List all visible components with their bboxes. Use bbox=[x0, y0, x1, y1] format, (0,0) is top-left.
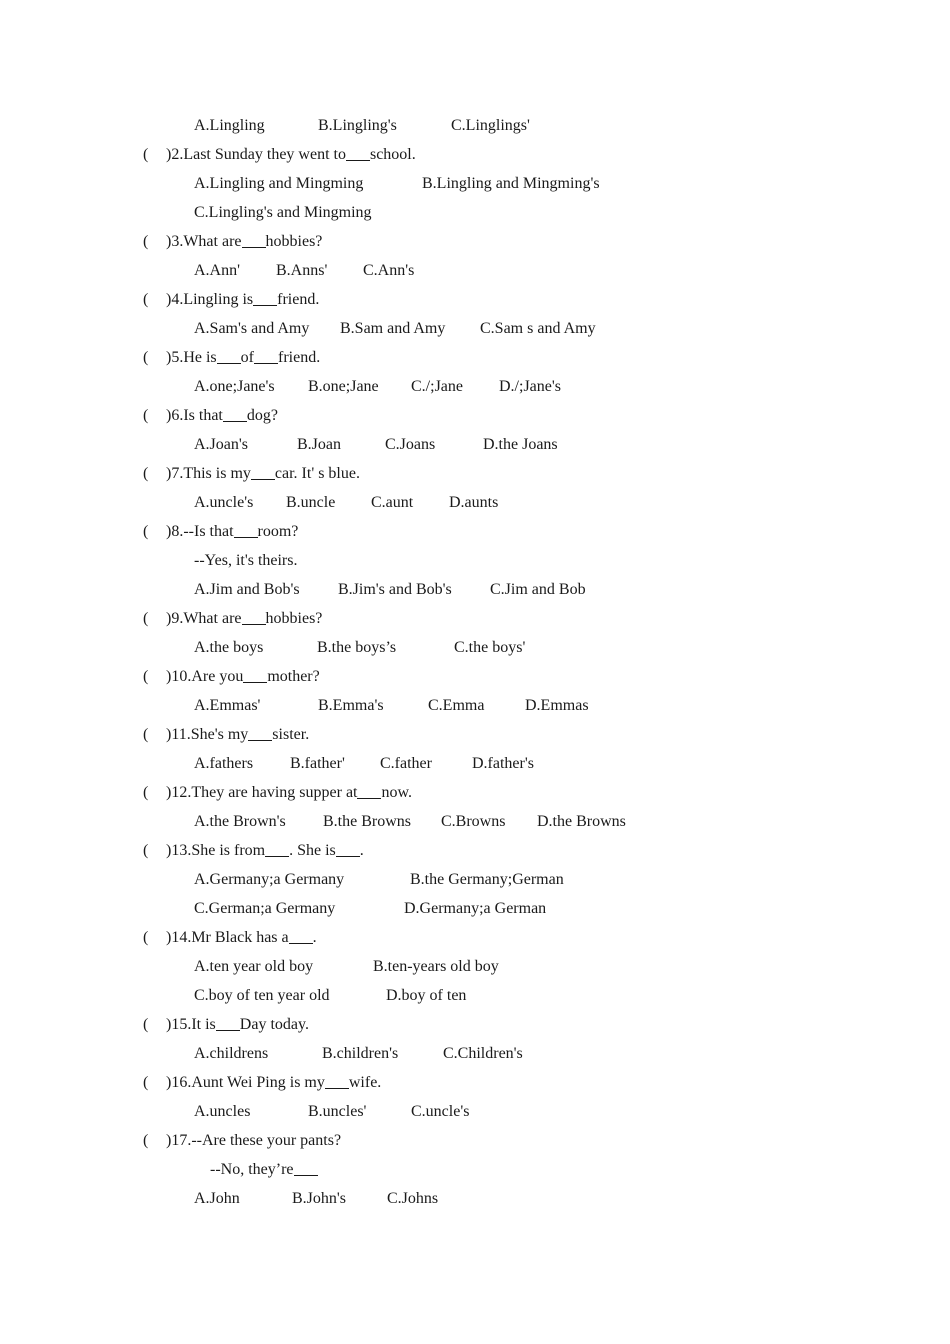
answer-blank[interactable] bbox=[254, 347, 278, 364]
question-segment: She's my bbox=[190, 726, 249, 743]
answer-option[interactable]: A.one;Jane's bbox=[194, 378, 275, 395]
reply-text bbox=[210, 1155, 318, 1184]
question-segment: of bbox=[240, 349, 254, 366]
question-number: 5. bbox=[171, 349, 184, 366]
question-text bbox=[166, 227, 322, 256]
answer-option[interactable]: B.Anns' bbox=[276, 262, 328, 279]
question-segment: hobbies? bbox=[265, 233, 323, 250]
question-text bbox=[166, 778, 412, 807]
question-text bbox=[166, 923, 317, 952]
question-segment: He is bbox=[183, 349, 217, 366]
question-close-paren: ) bbox=[166, 929, 172, 946]
question-segment: Are you bbox=[191, 668, 244, 685]
answer-option[interactable]: B.uncle bbox=[286, 494, 336, 511]
answer-option[interactable]: B.John's bbox=[292, 1190, 347, 1207]
question-segment: room? bbox=[257, 523, 299, 540]
answer-paren[interactable]: ( bbox=[143, 1074, 149, 1091]
question-segment: sister. bbox=[272, 726, 310, 743]
question-segment: now. bbox=[381, 784, 412, 801]
answer-blank[interactable] bbox=[325, 1072, 349, 1089]
answer-option[interactable]: C.the boys' bbox=[454, 639, 526, 656]
answer-paren[interactable]: ( bbox=[143, 668, 149, 685]
answer-blank[interactable] bbox=[242, 608, 266, 625]
answer-option[interactable]: B.one;Jane bbox=[308, 378, 379, 395]
answer-paren[interactable]: ( bbox=[143, 1016, 149, 1033]
question-segment: friend. bbox=[277, 349, 321, 366]
question-segment: . bbox=[312, 929, 317, 946]
answer-option[interactable]: A.John bbox=[194, 1190, 240, 1207]
question-number: 8. bbox=[171, 523, 184, 540]
answer-blank[interactable] bbox=[243, 666, 267, 683]
question-number: 4. bbox=[171, 291, 184, 308]
question-segment: Day today. bbox=[239, 1016, 309, 1033]
question-number: 11. bbox=[171, 726, 191, 743]
question-segment: . She is bbox=[289, 842, 336, 859]
question-segment: . bbox=[359, 842, 364, 859]
answer-option[interactable]: B.Emma's bbox=[318, 697, 384, 714]
answer-blank[interactable] bbox=[242, 231, 266, 248]
answer-option[interactable]: B.father' bbox=[290, 755, 345, 772]
question-close-paren: ) bbox=[166, 407, 172, 424]
question-number: 13. bbox=[171, 842, 192, 859]
answer-blank[interactable] bbox=[346, 144, 370, 161]
answer-option[interactable]: B.ten-years old boy bbox=[373, 958, 499, 975]
answer-option[interactable]: D.father's bbox=[472, 755, 534, 772]
question-text bbox=[166, 517, 298, 546]
answer-paren[interactable]: ( bbox=[143, 291, 149, 308]
question-text bbox=[166, 1068, 381, 1097]
answer-option[interactable]: C.boy of ten year old bbox=[194, 987, 330, 1004]
answer-option[interactable]: A.ten year old boy bbox=[194, 958, 314, 975]
answer-paren[interactable]: ( bbox=[143, 146, 149, 163]
answer-option[interactable]: C.German;a Germany bbox=[194, 900, 336, 917]
answer-option[interactable]: B.Sam and Amy bbox=[340, 320, 446, 337]
question-segment: Mr Black has a bbox=[191, 929, 289, 946]
question-text bbox=[166, 1126, 341, 1155]
question-text bbox=[166, 401, 278, 430]
answer-option[interactable]: C.Joans bbox=[385, 436, 436, 453]
question-close-paren: ) bbox=[166, 726, 172, 743]
question-close-paren: ) bbox=[166, 784, 172, 801]
answer-option[interactable]: A.the boys bbox=[194, 639, 264, 656]
answer-option[interactable]: C.Linglings' bbox=[451, 117, 530, 134]
question-close-paren: ) bbox=[166, 291, 172, 308]
question-close-paren: ) bbox=[166, 146, 172, 163]
answer-option[interactable]: B.Lingling and Mingming's bbox=[422, 175, 600, 192]
question-number: 12. bbox=[171, 784, 192, 801]
question-text bbox=[166, 285, 319, 314]
answer-option[interactable]: C.Emma bbox=[428, 697, 485, 714]
question-text bbox=[166, 604, 322, 633]
answer-option[interactable]: A.Joan's bbox=[194, 436, 248, 453]
question-close-paren: ) bbox=[166, 1132, 172, 1149]
answer-option[interactable]: D.Emmas bbox=[525, 697, 589, 714]
question-number: 6. bbox=[171, 407, 184, 424]
question-number: 10. bbox=[171, 668, 192, 685]
question-number: 2. bbox=[171, 146, 184, 163]
answer-option[interactable]: C.uncle's bbox=[411, 1103, 470, 1120]
answer-blank[interactable] bbox=[289, 927, 313, 944]
question-number: 15. bbox=[171, 1016, 192, 1033]
answer-option[interactable]: C.Browns bbox=[441, 813, 506, 830]
question-segment: What are bbox=[183, 610, 242, 627]
question-segment: Lingling is bbox=[183, 291, 254, 308]
question-text bbox=[166, 662, 320, 691]
reply-text bbox=[194, 546, 297, 575]
question-close-paren: ) bbox=[166, 349, 172, 366]
answer-option[interactable]: C.Ann's bbox=[363, 262, 415, 279]
question-segment: mother? bbox=[267, 668, 320, 685]
question-segment: Last Sunday they went to bbox=[183, 146, 346, 163]
answer-option[interactable]: C.Children's bbox=[443, 1045, 523, 1062]
question-number: 7. bbox=[171, 465, 184, 482]
answer-option[interactable]: D.aunts bbox=[449, 494, 499, 511]
question-segment: friend. bbox=[277, 291, 320, 308]
question-number: 9. bbox=[171, 610, 184, 627]
question-close-paren: ) bbox=[166, 668, 172, 685]
answer-option[interactable]: C./;Jane bbox=[411, 378, 463, 395]
answer-paren[interactable]: ( bbox=[143, 349, 149, 366]
answer-blank[interactable] bbox=[223, 405, 247, 422]
answer-blank[interactable] bbox=[216, 1014, 240, 1031]
answer-option[interactable]: D.boy of ten bbox=[386, 987, 467, 1004]
answer-option[interactable]: B.the Germany;German bbox=[410, 871, 564, 888]
answer-paren[interactable]: ( bbox=[143, 1132, 149, 1149]
answer-option[interactable]: B.Lingling's bbox=[318, 117, 397, 134]
question-close-paren: ) bbox=[166, 1074, 172, 1091]
question-number: 3. bbox=[171, 233, 184, 250]
answer-option[interactable]: D./;Jane's bbox=[499, 378, 561, 395]
question-text bbox=[166, 459, 360, 488]
question-segment: --Is that bbox=[183, 523, 234, 540]
answer-paren[interactable]: ( bbox=[143, 784, 149, 801]
answer-paren[interactable]: ( bbox=[143, 523, 149, 540]
reply-segment: --Yes, it's theirs. bbox=[194, 552, 298, 569]
question-close-paren: ) bbox=[166, 465, 172, 482]
answer-option[interactable]: C.Sam s and Amy bbox=[480, 320, 596, 337]
answer-option[interactable]: B.Joan bbox=[297, 436, 341, 453]
question-segment: They are having supper at bbox=[191, 784, 358, 801]
question-segment: car. It' s blue. bbox=[274, 465, 360, 482]
answer-option[interactable]: C.Jim and Bob bbox=[490, 581, 586, 598]
answer-blank[interactable] bbox=[294, 1159, 318, 1176]
question-segment: school. bbox=[369, 146, 416, 163]
answer-option[interactable]: B.the boys’s bbox=[317, 639, 397, 656]
answer-option[interactable]: A.Lingling and Mingming bbox=[194, 175, 364, 192]
answer-option[interactable]: A.the Brown's bbox=[194, 813, 286, 830]
answer-option[interactable]: D.the Browns bbox=[537, 813, 626, 830]
answer-paren[interactable]: ( bbox=[143, 465, 149, 482]
answer-paren[interactable]: ( bbox=[143, 233, 149, 250]
question-segment: hobbies? bbox=[265, 610, 323, 627]
answer-option[interactable]: B.Jim's and Bob's bbox=[338, 581, 452, 598]
answer-option[interactable]: A.fathers bbox=[194, 755, 254, 772]
question-text bbox=[166, 836, 364, 865]
answer-option[interactable]: B.children's bbox=[322, 1045, 399, 1062]
answer-option[interactable]: A.Emmas' bbox=[194, 697, 261, 714]
answer-option[interactable]: A.Germany;a Germany bbox=[194, 871, 345, 888]
question-close-paren: ) bbox=[166, 842, 172, 859]
question-segment: What are bbox=[183, 233, 242, 250]
answer-blank[interactable] bbox=[253, 289, 277, 306]
reply-segment: --No, they’re bbox=[210, 1161, 294, 1178]
answer-option[interactable]: A.Ann' bbox=[194, 262, 240, 279]
answer-option[interactable]: A.Lingling bbox=[194, 117, 265, 134]
answer-option[interactable]: D.the Joans bbox=[483, 436, 558, 453]
question-number: 16. bbox=[171, 1074, 192, 1091]
question-number: 17. bbox=[171, 1132, 192, 1149]
question-close-paren: ) bbox=[166, 1016, 172, 1033]
question-close-paren: ) bbox=[166, 523, 172, 540]
answer-option[interactable]: C.Lingling's and Mingming bbox=[194, 204, 372, 221]
question-segment: Is that bbox=[183, 407, 223, 424]
question-close-paren: ) bbox=[166, 610, 172, 627]
answer-blank[interactable] bbox=[234, 521, 258, 538]
question-text bbox=[166, 140, 416, 169]
question-segment: wife. bbox=[348, 1074, 382, 1091]
question-segment: Aunt Wei Ping is my bbox=[191, 1074, 325, 1091]
answer-blank[interactable] bbox=[265, 840, 289, 857]
answer-option[interactable]: B.the Browns bbox=[323, 813, 411, 830]
answer-paren[interactable]: ( bbox=[143, 726, 149, 743]
question-text bbox=[166, 1010, 309, 1039]
question-segment: dog? bbox=[246, 407, 278, 424]
answer-paren[interactable]: ( bbox=[143, 407, 149, 424]
answer-option[interactable]: A.childrens bbox=[194, 1045, 269, 1062]
answer-paren[interactable]: ( bbox=[143, 610, 149, 627]
question-segment: She is from bbox=[191, 842, 266, 859]
question-segment: It is bbox=[191, 1016, 216, 1033]
question-text bbox=[166, 343, 320, 372]
answer-option[interactable]: A.Sam's and Amy bbox=[194, 320, 310, 337]
question-segment: --Are these your pants? bbox=[191, 1132, 342, 1149]
answer-blank[interactable] bbox=[251, 463, 275, 480]
answer-option[interactable]: C.father bbox=[380, 755, 432, 772]
answer-blank[interactable] bbox=[357, 782, 381, 799]
answer-paren[interactable]: ( bbox=[143, 929, 149, 946]
answer-option[interactable]: C.aunt bbox=[371, 494, 414, 511]
question-close-paren: ) bbox=[166, 233, 172, 250]
answer-option[interactable]: C.Johns bbox=[387, 1190, 439, 1207]
question-segment: This is my bbox=[183, 465, 251, 482]
answer-option[interactable]: A.Jim and Bob's bbox=[194, 581, 300, 598]
question-number: 14. bbox=[171, 929, 192, 946]
question-text bbox=[166, 720, 309, 749]
answer-option[interactable]: B.uncles' bbox=[308, 1103, 367, 1120]
answer-option[interactable]: A.uncle's bbox=[194, 494, 254, 511]
answer-paren[interactable]: ( bbox=[143, 842, 149, 859]
answer-option[interactable]: A.uncles bbox=[194, 1103, 251, 1120]
answer-blank[interactable] bbox=[248, 724, 272, 741]
answer-blank[interactable] bbox=[336, 840, 360, 857]
answer-option[interactable]: D.Germany;a German bbox=[404, 900, 547, 917]
answer-blank[interactable] bbox=[217, 347, 241, 364]
